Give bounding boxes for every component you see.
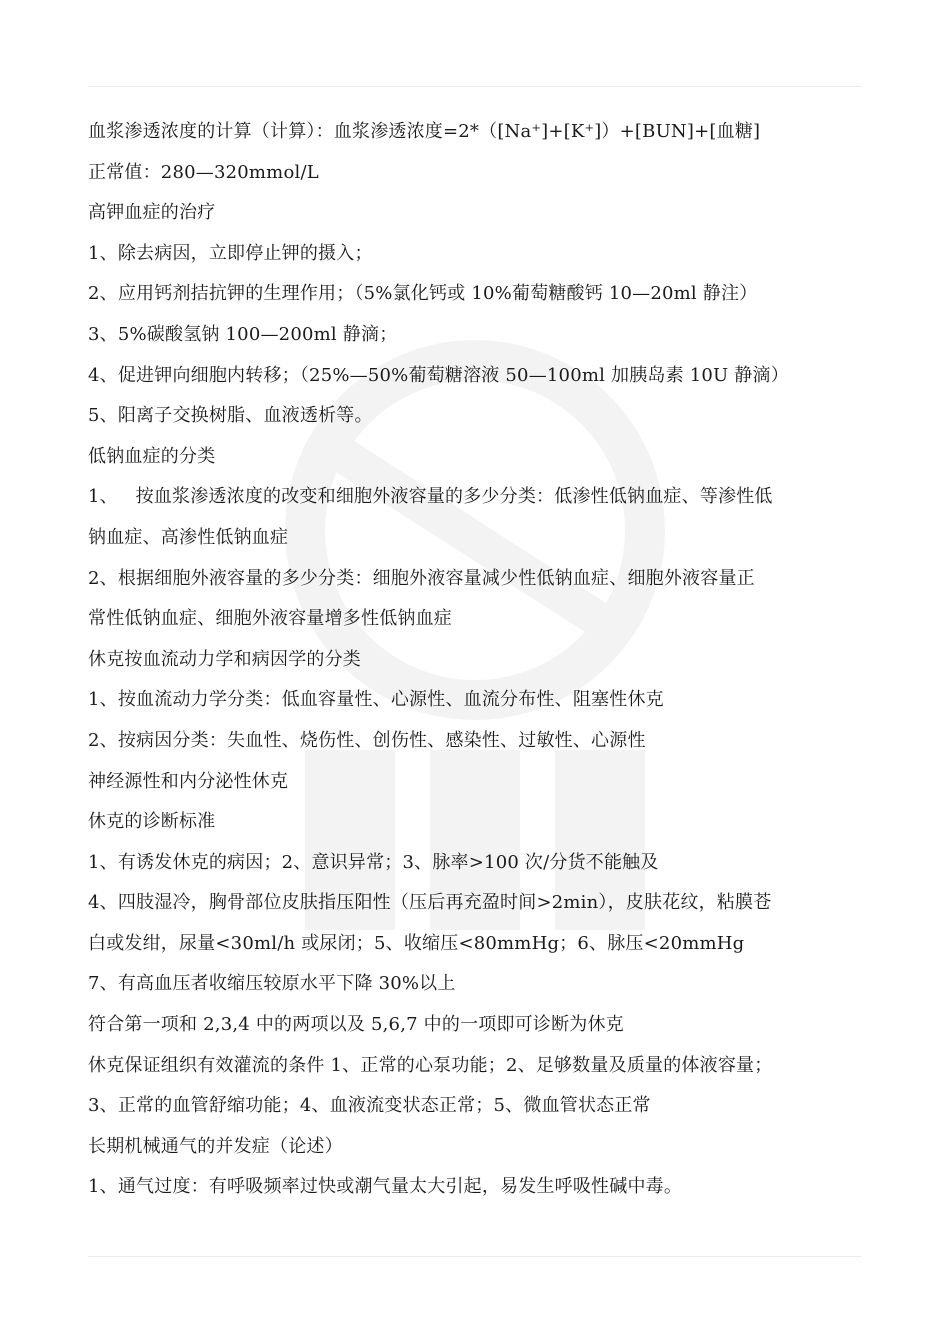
text-line: 1、通气过度：有呼吸频率过快或潮气量太大引起，易发生呼吸性碱中毒。 xyxy=(88,1176,683,1198)
text-line: 3、正常的血管舒缩功能；4、血液流变状态正常；5、微血管状态正常 xyxy=(88,1095,651,1117)
section-heading: 长期机械通气的并发症（论述） xyxy=(88,1135,343,1157)
document-body xyxy=(88,112,864,1208)
text-line: 7、有高血压者收缩压较原水平下降 30%以上 xyxy=(88,973,456,995)
text-line: 休克保证组织有效灌流的条件 1、正常的心泵功能；2、足够数量及质量的体液容量； xyxy=(88,1054,773,1076)
text-line: 4、四肢湿冷，胸骨部位皮肤指压阳性（压后再充盈时间>2min），皮肤花纹，粘膜苍 xyxy=(88,892,772,914)
bottom-divider xyxy=(88,1256,862,1257)
text-line: 神经源性和内分泌性休克 xyxy=(88,770,289,792)
section-heading: 高钾血症的治疗 xyxy=(88,202,216,224)
text-line: 4、促进钾向细胞内转移；（25%—50%葡萄糖溶液 50—100ml 加胰岛素 10U 静滴） xyxy=(88,364,789,386)
text-line: 5、阳离子交换树脂、血液透析等。 xyxy=(88,405,373,427)
section-heading: 休克的诊断标准 xyxy=(88,811,216,833)
text-line: 2、应用钙剂拮抗钾的生理作用；（5%氯化钙或 10%葡萄糖酸钙 10—20ml 静注） xyxy=(88,283,758,305)
text-line: 正常值：280—320mmol/L xyxy=(88,161,319,183)
text-line: 1、按血流动力学分类：低血容量性、心源性、血流分布性、阻塞性休克 xyxy=(88,689,664,711)
text-line: 1、除去病因，立即停止钾的摄入； xyxy=(88,242,373,264)
text-line: 常性低钠血症、细胞外液容量增多性低钠血症 xyxy=(88,608,452,630)
text-line: 钠血症、高渗性低钠血症 xyxy=(88,526,289,548)
section-heading: 低钠血症的分类 xyxy=(88,445,216,467)
text-line: 1、 按血浆渗透浓度的改变和细胞外液容量的多少分类：低渗性低钠血症、等渗性低 xyxy=(88,486,773,508)
top-divider xyxy=(88,86,862,87)
text-line: 3、5%碳酸氢钠 100—200ml 静滴； xyxy=(88,323,398,345)
section-heading: 休克按血流动力学和病因学的分类 xyxy=(88,648,361,670)
text-line: 2、根据细胞外液容量的多少分类：细胞外液容量减少性低钠血症、细胞外液容量正 xyxy=(88,567,755,589)
text-line: 符合第一项和 2,3,4 中的两项以及 5,6,7 中的一项即可诊断为休克 xyxy=(88,1014,624,1036)
text-line: 白或发绀，尿量<30ml/h 或尿闭；5、收缩压<80mmHg；6、脉压<20mmHg xyxy=(88,932,745,954)
text-line: 血浆渗透浓度的计算（计算）：血浆渗透浓度=2*（[Na⁺]+[K⁺]）+[BUN]+[血糖] xyxy=(88,121,761,142)
text-line: 1、有诱发休克的病因；2、意识异常；3、脉率>100 次/分货不能触及 xyxy=(88,851,659,873)
text-line: 2、按病因分类：失血性、烧伤性、创伤性、感染性、过敏性、心源性 xyxy=(88,729,646,751)
